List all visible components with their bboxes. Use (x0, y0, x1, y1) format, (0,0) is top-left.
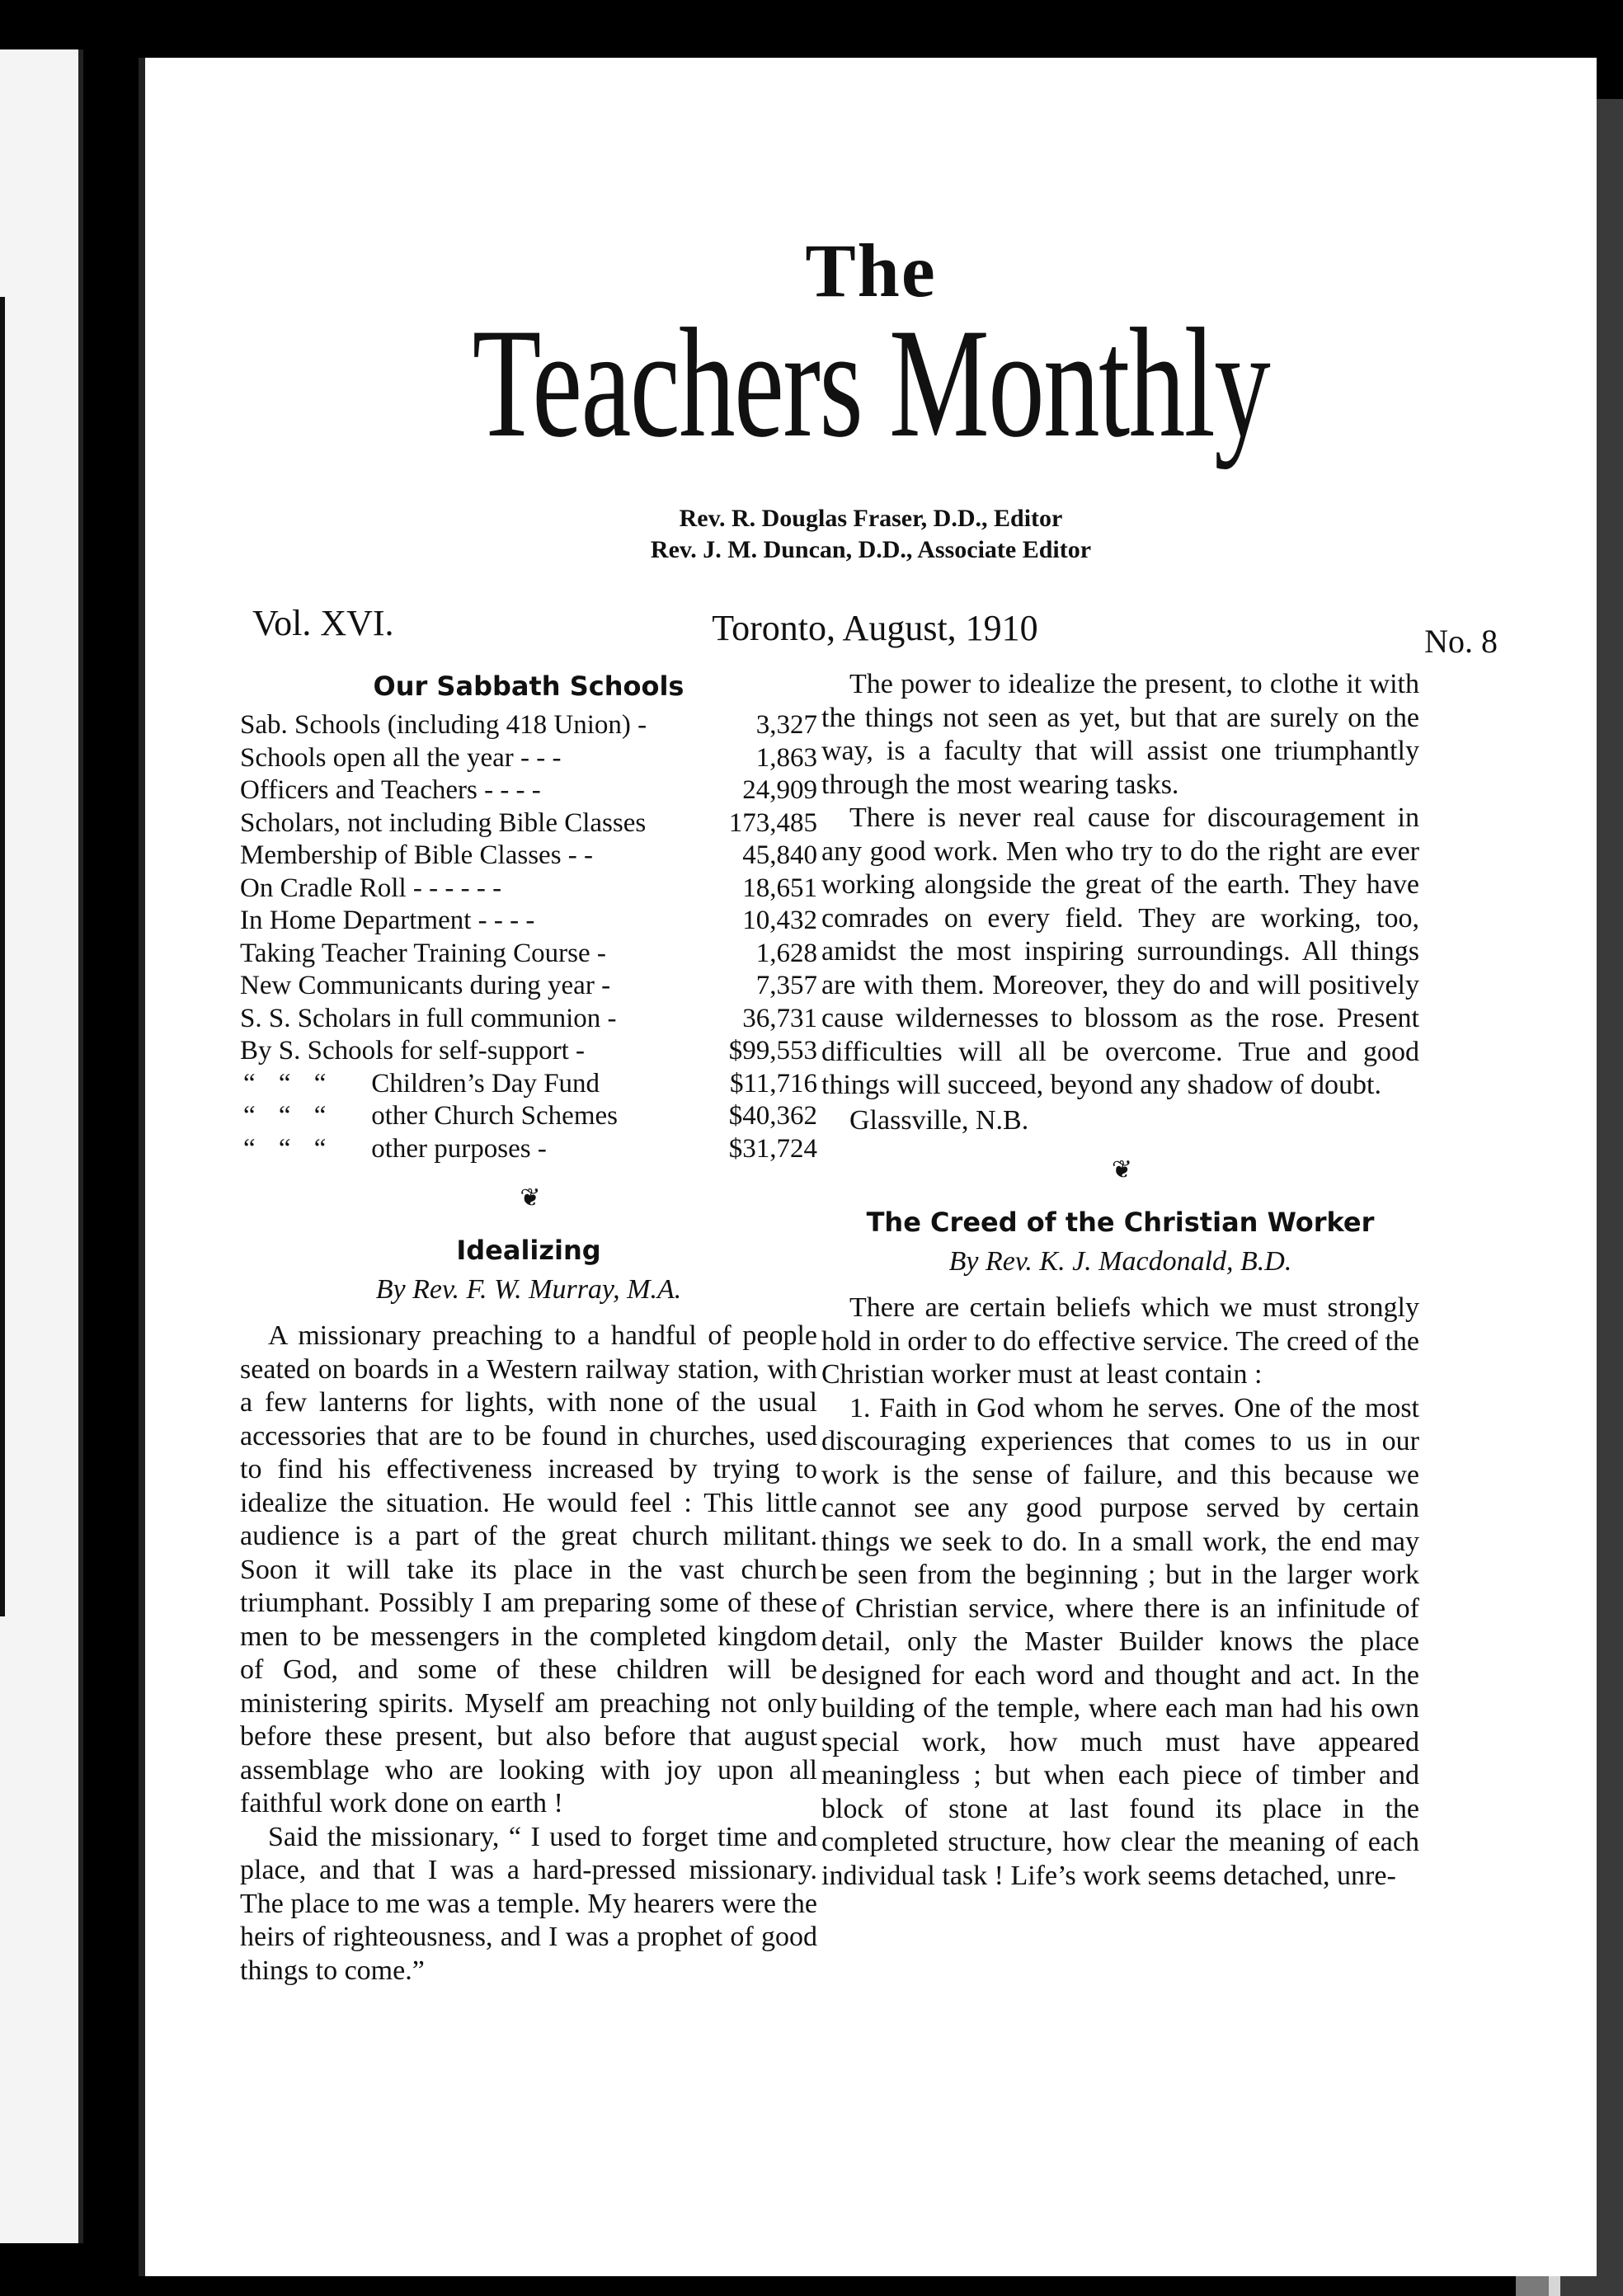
place-date: Toronto, August, 1910 (712, 608, 1038, 648)
volume-label: Vol. XVI. (252, 603, 394, 643)
idealizing-heading: Idealizing (456, 1234, 601, 1266)
masthead-the: The (805, 228, 937, 313)
issue-number: No. 8 (1424, 623, 1498, 660)
table-row: Schools open all the year - - - 1,863 (240, 742, 817, 773)
creed-byline: By Rev. K. J. Macdonald, B.D. (948, 1245, 1292, 1277)
idealizing-paragraph: A missionary preaching to a handful of people seated on boards in a Western railway station, with a few lanterns for lights, with none of the usual accessories that are to be found in churches, used to find his effectiveness increased by trying to idealize the situation. He would feel : This little audience is a part of the great church militant. Soon it will take its place in the vast church triumphant. Possibly I am preparing some of these men to be messengers in the completed kingdom of God, and some of these children will be ministering spirits. Myself am preaching not only before these present, but also before that august assemblage who are looking with joy upon all faithful work done on earth ! (240, 1320, 817, 1818)
schools-heading: Our Sabbath Schools (373, 670, 684, 702)
associate-editor-line: Rev. J. M. Duncan, D.D., Associate Editor (650, 536, 1092, 563)
journal-page (139, 58, 1597, 2276)
ornament-divider: ❦ (1111, 1156, 1130, 1183)
creed-paragraph: There are certain beliefs which we must strongly hold in order to do effective service. The creed of the Christian worker must at least contain : (821, 1292, 1419, 1390)
table-row: New Communicants during year - 7,357 (240, 971, 817, 1000)
table-row: S. S. Scholars in full communion - 36,731 (240, 1003, 817, 1033)
schools-stats-table (240, 709, 817, 1165)
table-row: On Cradle Roll - - - - - - 18,651 (240, 873, 817, 903)
ornament-divider: ❦ (520, 1184, 538, 1212)
table-row: Officers and Teachers - - - - 24,909 (240, 775, 817, 805)
right-column (821, 668, 1419, 1893)
table-row: “ “ “ other purposes - $31,724 (243, 1133, 817, 1164)
facing-page-edge (0, 49, 83, 2243)
creed-heading: The Creed of the Christian Worker (866, 1206, 1375, 1238)
table-row: “ “ “ Children’s Day Fund $11,716 (243, 1068, 817, 1099)
idealizing-paragraph: Said the missionary, “ I used to forget time and place, and that I was a hard-pressed missionary. The place to me was a temple. My hearers were the heirs of righteousness, and I was a prophet of good things to come.” (240, 1821, 817, 1986)
editor-line: Rev. R. Douglas Fraser, D.D., Editor (679, 505, 1063, 532)
masthead-title: Teachers Monthly (472, 297, 1270, 470)
table-row: In Home Department - - - - 10,432 (240, 906, 817, 935)
table-row: Scholars, not including Bible Classes 173,485 (240, 807, 817, 838)
table-row: “ “ “ other Church Schemes $40,362 (243, 1101, 817, 1131)
dateline (252, 602, 1498, 660)
editors-block (145, 503, 1597, 566)
table-row: Membership of Bible Classes - - 45,840 (240, 840, 817, 870)
table-row: Taking Teacher Training Course - 1,628 (240, 938, 817, 968)
idealizing-paragraph: There is never real cause for discouragement in any good work. Men who try to do the right are ever working alongside the great of the earth. They have comrades on every field. They are working, too, amidst the most inspiring surroundings. All things are with them. Moreover, they do and will positively cause wildernesses to blossom as the rose. Present difficulties will all be overcome. True and good things will succeed, beyond any shadow of doubt. (821, 802, 1419, 1100)
idealizing-paragraph: The power to idealize the present, to clothe it with the things not seen as yet, but that are surely on the way, is a faculty that will assist one triumphantly through the most wearing tasks. (821, 669, 1419, 800)
table-row: By S. Schools for self-support - $99,553 (240, 1036, 817, 1066)
table-row: Sab. Schools (including 418 Union) - 3,327 (240, 710, 817, 740)
left-column (240, 668, 817, 1988)
creed-paragraph: 1. Faith in God whom he serves. One of the most discouraging experiences that comes to us in our work is the sense of failure, and this because we cannot see any good purpose served by certain things we seek to do. In a small work, the end may be seen from the beginning ; but in the larger work of Christian service, where there is an infinitude of detail, only the Master Builder knows the place designed for each word and thought and act. In the building of the temple, where each man had his own special work, how much must have appeared meaningless ; but when each piece of timber and block of stone at last found its place in the completed structure, how clear the meaning of each individual task ! Life’s work seems detached, unre- (821, 1392, 1419, 1891)
idealizing-signature: Glassville, N.B. (849, 1104, 1029, 1136)
idealizing-byline: By Rev. F. W. Murray, M.A. (375, 1273, 682, 1305)
